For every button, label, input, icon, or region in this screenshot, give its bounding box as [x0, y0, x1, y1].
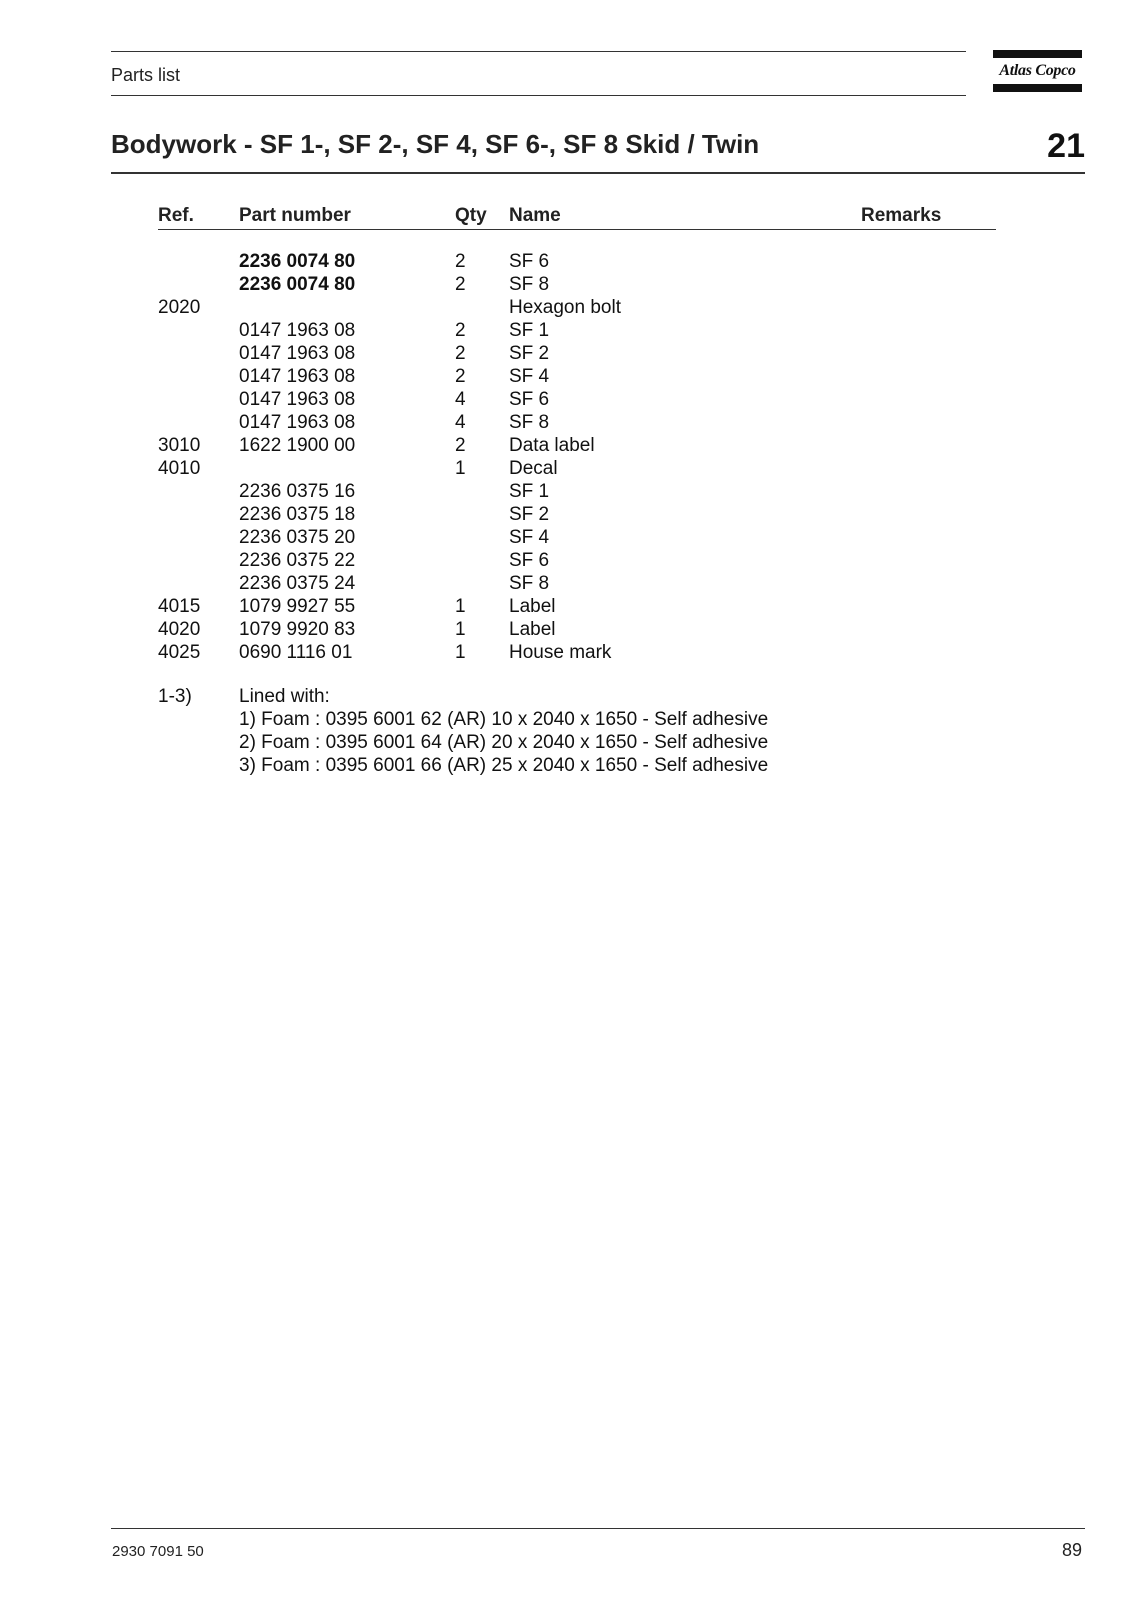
footer-page-number: 89 — [1061, 1540, 1082, 1560]
row-part-number: 1079 9920 83 — [239, 619, 356, 640]
row-qty: 2 — [455, 251, 466, 272]
row-name: SF 1 — [509, 320, 550, 341]
row-qty: 2 — [455, 343, 466, 364]
page-title: Bodywork - SF 1-, SF 2-, SF 4, SF 6-, SF 8 Skid / Twin — [111, 129, 760, 159]
table-row — [0, 503, 1131, 526]
row-part-number: 0147 1963 08 — [239, 343, 356, 364]
row-name: SF 4 — [509, 366, 550, 387]
table-row — [0, 480, 1131, 503]
table-row — [0, 618, 1131, 641]
table-row — [0, 549, 1131, 572]
row-part-number: 0147 1963 08 — [239, 366, 356, 387]
row-part-number: 0690 1116 01 — [239, 642, 353, 663]
row-qty: 4 — [455, 389, 466, 410]
row-qty: 2 — [455, 366, 466, 387]
table-row — [0, 319, 1131, 342]
row-part-number: 0147 1963 08 — [239, 412, 356, 433]
row-qty: 1 — [455, 619, 466, 640]
row-name: Label — [509, 596, 556, 617]
parts-table — [0, 250, 1131, 664]
row-name: House mark — [509, 642, 612, 663]
row-qty: 2 — [455, 320, 466, 341]
table-row — [0, 365, 1131, 388]
row-qty: 4 — [455, 412, 466, 433]
row-ref: 4010 — [158, 458, 201, 479]
table-row — [0, 457, 1131, 480]
table-row — [0, 273, 1131, 296]
row-part-number: 2236 0375 20 — [239, 527, 356, 548]
column-header-part-number: Part number — [239, 205, 351, 226]
row-name: SF 6 — [509, 251, 550, 272]
table-row — [0, 526, 1131, 549]
row-ref: 2020 — [158, 297, 201, 318]
table-row — [0, 296, 1131, 319]
row-ref: 4020 — [158, 619, 201, 640]
row-qty: 1 — [455, 458, 466, 479]
row-name: SF 6 — [509, 550, 550, 571]
table-row — [0, 595, 1131, 618]
row-name: SF 4 — [509, 527, 550, 548]
row-part-number: 2236 0375 22 — [239, 550, 356, 571]
row-name: SF 2 — [509, 504, 550, 525]
footnote-line: 1) Foam : 0395 6001 62 (AR) 10 x 2040 x 1650 - Self adhesive — [239, 709, 769, 730]
row-name: SF 8 — [509, 412, 550, 433]
footnote-line: 2) Foam : 0395 6001 64 (AR) 20 x 2040 x 1650 - Self adhesive — [239, 732, 769, 753]
row-name: SF 8 — [509, 274, 550, 295]
title-rule — [111, 172, 1085, 174]
row-name: SF 1 — [509, 481, 550, 502]
header-top-rule — [111, 51, 966, 52]
row-part-number: 1079 9927 55 — [239, 596, 356, 617]
column-header-rule — [158, 229, 996, 230]
row-part-number: 2236 0375 16 — [239, 481, 356, 502]
row-name: Data label — [509, 435, 595, 456]
row-name: Hexagon bolt — [509, 297, 621, 318]
row-name: Label — [509, 619, 556, 640]
row-part-number: 1622 1900 00 — [239, 435, 356, 456]
table-row — [0, 411, 1131, 434]
row-qty: 2 — [455, 274, 466, 295]
table-row — [0, 641, 1131, 664]
row-qty: 1 — [455, 596, 466, 617]
table-row — [0, 250, 1131, 273]
header-bottom-rule — [111, 95, 966, 96]
row-name: SF 2 — [509, 343, 550, 364]
table-row — [0, 388, 1131, 411]
footer-doc-number: 2930 7091 50 — [112, 1543, 204, 1560]
footnote-line: Lined with: — [239, 686, 330, 707]
row-part-number: 0147 1963 08 — [239, 320, 356, 341]
column-header-name: Name — [509, 205, 561, 226]
row-part-number: 2236 0074 80 — [239, 251, 356, 272]
column-header-ref: Ref. — [158, 205, 194, 226]
row-name: SF 8 — [509, 573, 550, 594]
section-number: 21 — [1047, 127, 1085, 165]
atlas-copco-logo — [993, 50, 1082, 94]
column-header-qty: Qty — [455, 205, 487, 226]
table-row — [0, 434, 1131, 457]
row-name: SF 6 — [509, 389, 550, 410]
row-qty: 2 — [455, 435, 466, 456]
header-section-label: Parts list — [111, 65, 181, 85]
footer-rule — [111, 1528, 1085, 1529]
table-row — [0, 572, 1131, 595]
row-part-number: 2236 0375 18 — [239, 504, 356, 525]
row-ref: 3010 — [158, 435, 201, 456]
logo-wordmark: Atlas Copco — [999, 62, 1076, 79]
footnote-line: 3) Foam : 0395 6001 66 (AR) 25 x 2040 x 1650 - Self adhesive — [239, 755, 769, 776]
row-qty: 1 — [455, 642, 466, 663]
row-part-number: 0147 1963 08 — [239, 389, 356, 410]
footnote-ref: 1-3) — [158, 686, 192, 707]
row-ref: 4015 — [158, 596, 201, 617]
row-ref: 4025 — [158, 642, 201, 663]
table-row — [0, 342, 1131, 365]
row-name: Decal — [509, 458, 558, 479]
row-part-number: 2236 0375 24 — [239, 573, 356, 594]
column-header-remarks: Remarks — [861, 205, 942, 226]
row-part-number: 2236 0074 80 — [239, 274, 356, 295]
